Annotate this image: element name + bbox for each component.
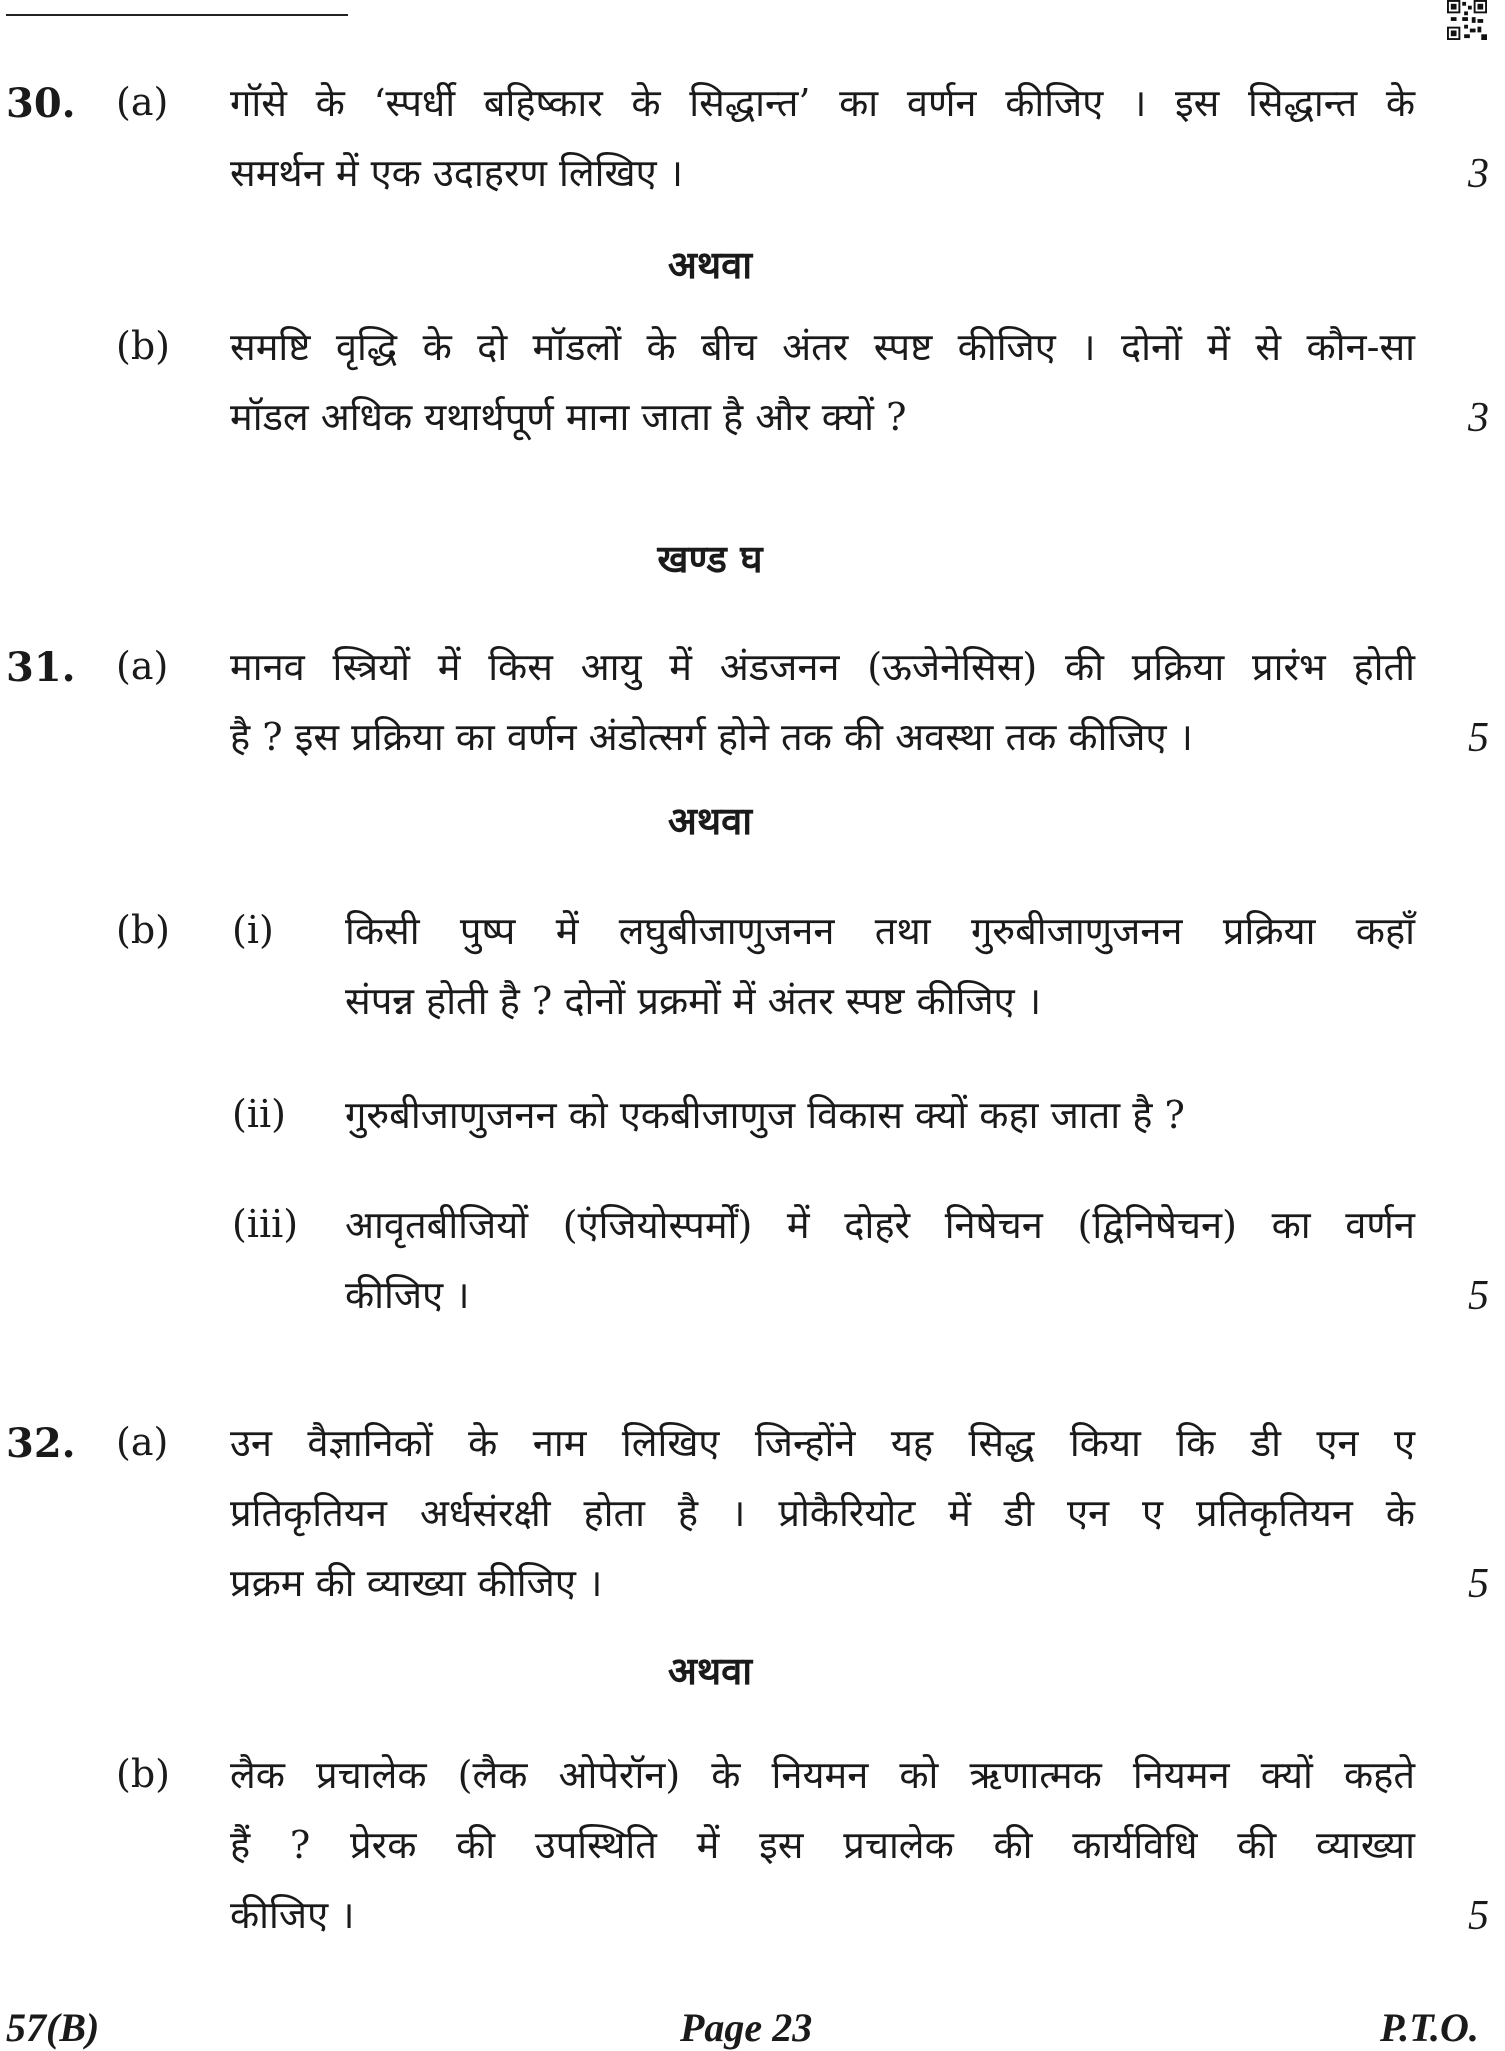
q32-a-line2: प्रतिकृतियन अर्धसंरक्षी होता है । प्रोकैरियोट में डी एन ए प्रतिकृतियन के — [230, 1491, 1415, 1535]
footer-paper-code: 57(B) — [6, 2005, 100, 2050]
q31-a-marks: 5 — [1468, 715, 1489, 761]
q32-a-marks: 5 — [1468, 1561, 1489, 1607]
q31-b-marks: 5 — [1468, 1273, 1489, 1319]
top-rule — [6, 14, 348, 16]
q32-b-label: (b) — [116, 1752, 170, 1796]
q32-b-line2: हैं ? प्रेरक की उपस्थिति में इस प्रचालेक की कार्यविधि की व्याख्या — [230, 1823, 1415, 1867]
q30-a-label: (a) — [116, 80, 169, 124]
question-number-31: 31. — [6, 644, 76, 691]
question-number-30: 30. — [6, 80, 76, 127]
q31-b-i-line2: संपन्न होती है ? दोनों प्रक्रमों में अंतर स्पष्ट कीजिए । — [345, 979, 1042, 1023]
q30-a-line1: गॉसे के ‘स्पर्धी बहिष्कार के सिद्धान्त’ का वर्णन कीजिए । इस सिद्धान्त के — [230, 81, 1415, 125]
q31-b-iii-label: (iii) — [232, 1202, 299, 1246]
q32-a-label: (a) — [116, 1420, 169, 1464]
q30-a-marks: 3 — [1468, 151, 1489, 197]
q30-or-heading: अथवा — [667, 242, 753, 287]
footer-pto: P.T.O. — [1380, 2005, 1479, 2050]
qr-code-icon — [1447, 0, 1487, 40]
section-heading: खण्ड घ — [657, 536, 763, 581]
q32-b-line1: लैक प्रचालेक (लैक ओपेरॉन) के नियमन को ऋणात्मक नियमन क्यों कहते — [230, 1753, 1415, 1797]
q31-b-label: (b) — [116, 908, 170, 952]
q31-a-label: (a) — [116, 644, 169, 688]
q31-b-ii-line1: गुरुबीजाणुजनन को एकबीजाणुज विकास क्यों कहा जाता है ? — [345, 1093, 1185, 1137]
q31-a-line2: है ? इस प्रक्रिया का वर्णन अंडोत्सर्ग होने तक की अवस्था तक कीजिए । — [230, 715, 1193, 759]
q31-a-line1: मानव स्त्रियों में किस आयु में अंडजनन (ऊजेनेसिस) की प्रक्रिया प्रारंभ होती — [230, 645, 1415, 689]
q31-b-i-label: (i) — [232, 908, 274, 952]
footer-page-number: Page 23 — [680, 2005, 813, 2050]
q30-b-marks: 3 — [1468, 395, 1489, 441]
q31-b-i-line1: किसी पुष्प में लघुबीजाणुजनन तथा गुरुबीजाणुजनन प्रक्रिया कहाँ — [345, 909, 1415, 953]
q32-a-line1: उन वैज्ञानिकों के नाम लिखिए जिन्होंने यह सिद्ध किया कि डी एन ए — [230, 1421, 1415, 1465]
q30-b-line2: मॉडल अधिक यथार्थपूर्ण माना जाता है और क्यों ? — [230, 395, 907, 439]
q32-b-marks: 5 — [1468, 1893, 1489, 1939]
q31-b-iii-line1: आवृतबीजियों (एंजियोस्पर्मों) में दोहरे निषेचन (द्विनिषेचन) का वर्णन — [345, 1203, 1415, 1247]
question-number-32: 32. — [6, 1420, 76, 1467]
q31-b-iii-line2: कीजिए । — [345, 1273, 470, 1317]
q30-b-line1: समष्टि वृद्धि के दो मॉडलों के बीच अंतर स्पष्ट कीजिए । दोनों में से कौन-सा — [230, 325, 1415, 369]
q30-b-label: (b) — [116, 324, 170, 368]
q30-a-line2: समर्थन में एक उदाहरण लिखिए । — [230, 151, 684, 195]
q32-or-heading: अथवा — [667, 1648, 753, 1693]
q32-b-line3: कीजिए । — [230, 1893, 355, 1937]
q31-or-heading: अथवा — [667, 798, 753, 843]
q31-b-ii-label: (ii) — [232, 1092, 286, 1136]
q32-a-line3: प्रक्रम की व्याख्या कीजिए । — [230, 1561, 603, 1605]
